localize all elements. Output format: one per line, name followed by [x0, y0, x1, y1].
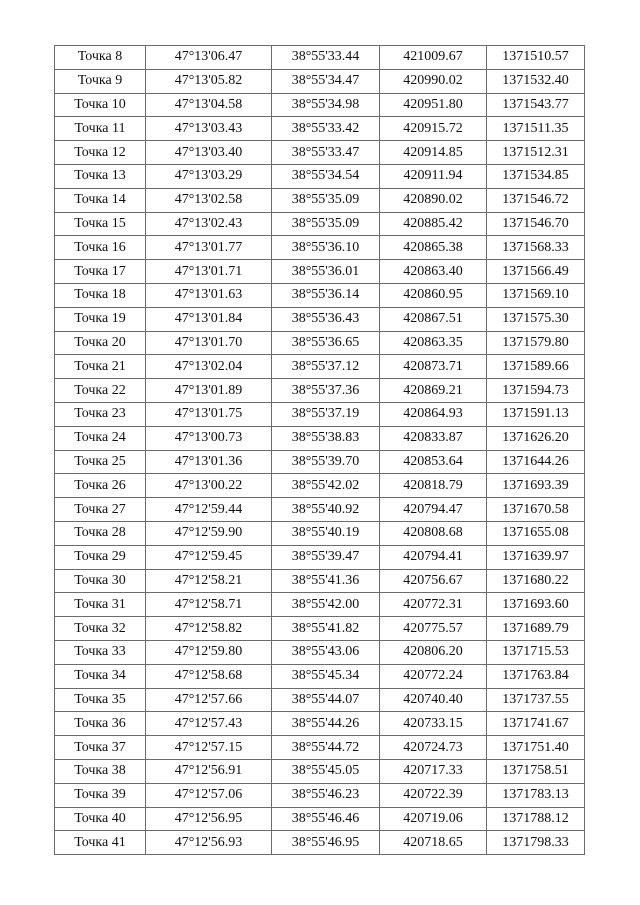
latitude-cell: 47°13'01.84: [146, 307, 272, 331]
point-name-cell: Точка 20: [55, 331, 146, 355]
latitude-cell: 47°13'01.70: [146, 331, 272, 355]
y-coordinate-cell: 1371751.40: [487, 736, 585, 760]
table-row: [55, 379, 585, 403]
x-coordinate-cell: 420794.47: [380, 498, 487, 522]
table-row: [55, 212, 585, 236]
longitude-cell: 38°55'44.26: [272, 712, 380, 736]
longitude-cell: 38°55'37.19: [272, 402, 380, 426]
y-coordinate-cell: 1371566.49: [487, 260, 585, 284]
table-row: [55, 664, 585, 688]
y-coordinate-cell: 1371763.84: [487, 664, 585, 688]
point-name-cell: Точка 11: [55, 117, 146, 141]
y-coordinate-cell: 1371579.80: [487, 331, 585, 355]
longitude-cell: 38°55'44.72: [272, 736, 380, 760]
point-name-cell: Точка 40: [55, 807, 146, 831]
longitude-cell: 38°55'40.19: [272, 521, 380, 545]
x-coordinate-cell: 420772.24: [380, 664, 487, 688]
y-coordinate-cell: 1371680.22: [487, 569, 585, 593]
point-name-cell: Точка 35: [55, 688, 146, 712]
longitude-cell: 38°55'33.44: [272, 46, 380, 70]
point-name-cell: Точка 15: [55, 212, 146, 236]
table-row: [55, 474, 585, 498]
x-coordinate-cell: 420717.33: [380, 759, 487, 783]
table-row: [55, 46, 585, 70]
point-name-cell: Точка 12: [55, 141, 146, 165]
table-row: [55, 688, 585, 712]
point-name-cell: Точка 14: [55, 188, 146, 212]
table-row: [55, 93, 585, 117]
y-coordinate-cell: 1371594.73: [487, 379, 585, 403]
point-name-cell: Точка 16: [55, 236, 146, 260]
longitude-cell: 38°55'39.47: [272, 545, 380, 569]
table-row: [55, 331, 585, 355]
point-name-cell: Точка 26: [55, 474, 146, 498]
latitude-cell: 47°12'58.68: [146, 664, 272, 688]
longitude-cell: 38°55'38.83: [272, 426, 380, 450]
table-row: [55, 545, 585, 569]
point-name-cell: Точка 9: [55, 69, 146, 93]
latitude-cell: 47°12'59.90: [146, 521, 272, 545]
latitude-cell: 47°12'56.95: [146, 807, 272, 831]
table-row: [55, 355, 585, 379]
point-name-cell: Точка 36: [55, 712, 146, 736]
longitude-cell: 38°55'35.09: [272, 212, 380, 236]
latitude-cell: 47°13'01.77: [146, 236, 272, 260]
x-coordinate-cell: 420818.79: [380, 474, 487, 498]
x-coordinate-cell: 420873.71: [380, 355, 487, 379]
y-coordinate-cell: 1371568.33: [487, 236, 585, 260]
longitude-cell: 38°55'34.47: [272, 69, 380, 93]
latitude-cell: 47°13'05.82: [146, 69, 272, 93]
x-coordinate-cell: 420990.02: [380, 69, 487, 93]
latitude-cell: 47°12'57.66: [146, 688, 272, 712]
point-name-cell: Точка 41: [55, 831, 146, 855]
longitude-cell: 38°55'45.34: [272, 664, 380, 688]
y-coordinate-cell: 1371575.30: [487, 307, 585, 331]
point-name-cell: Точка 28: [55, 521, 146, 545]
y-coordinate-cell: 1371626.20: [487, 426, 585, 450]
point-name-cell: Точка 19: [55, 307, 146, 331]
table-row: [55, 402, 585, 426]
point-name-cell: Точка 29: [55, 545, 146, 569]
x-coordinate-cell: 420864.93: [380, 402, 487, 426]
point-name-cell: Точка 30: [55, 569, 146, 593]
x-coordinate-cell: 420740.40: [380, 688, 487, 712]
table-row: [55, 69, 585, 93]
table-row: [55, 831, 585, 855]
longitude-cell: 38°55'46.46: [272, 807, 380, 831]
table-row: [55, 640, 585, 664]
latitude-cell: 47°13'01.71: [146, 260, 272, 284]
longitude-cell: 38°55'36.43: [272, 307, 380, 331]
longitude-cell: 38°55'36.65: [272, 331, 380, 355]
longitude-cell: 38°55'46.23: [272, 783, 380, 807]
y-coordinate-cell: 1371639.97: [487, 545, 585, 569]
x-coordinate-cell: 420794.41: [380, 545, 487, 569]
y-coordinate-cell: 1371589.66: [487, 355, 585, 379]
longitude-cell: 38°55'33.42: [272, 117, 380, 141]
latitude-cell: 47°12'56.91: [146, 759, 272, 783]
longitude-cell: 38°55'42.00: [272, 593, 380, 617]
latitude-cell: 47°12'58.82: [146, 617, 272, 641]
y-coordinate-cell: 1371737.55: [487, 688, 585, 712]
x-coordinate-cell: 420914.85: [380, 141, 487, 165]
longitude-cell: 38°55'35.09: [272, 188, 380, 212]
table-row: [55, 712, 585, 736]
point-name-cell: Точка 38: [55, 759, 146, 783]
y-coordinate-cell: 1371788.12: [487, 807, 585, 831]
latitude-cell: 47°13'01.36: [146, 450, 272, 474]
point-name-cell: Точка 18: [55, 283, 146, 307]
x-coordinate-cell: 420775.57: [380, 617, 487, 641]
point-name-cell: Точка 17: [55, 260, 146, 284]
latitude-cell: 47°12'59.80: [146, 640, 272, 664]
point-name-cell: Точка 39: [55, 783, 146, 807]
x-coordinate-cell: 420808.68: [380, 521, 487, 545]
table-row: [55, 141, 585, 165]
latitude-cell: 47°13'01.89: [146, 379, 272, 403]
latitude-cell: 47°12'59.44: [146, 498, 272, 522]
y-coordinate-cell: 1371511.35: [487, 117, 585, 141]
x-coordinate-cell: 420718.65: [380, 831, 487, 855]
latitude-cell: 47°13'03.29: [146, 164, 272, 188]
table-row: [55, 593, 585, 617]
y-coordinate-cell: 1371693.60: [487, 593, 585, 617]
coordinates-table: [54, 45, 585, 855]
x-coordinate-cell: 420867.51: [380, 307, 487, 331]
table-row: [55, 783, 585, 807]
latitude-cell: 47°13'03.43: [146, 117, 272, 141]
point-name-cell: Точка 32: [55, 617, 146, 641]
x-coordinate-cell: 420860.95: [380, 283, 487, 307]
point-name-cell: Точка 21: [55, 355, 146, 379]
y-coordinate-cell: 1371569.10: [487, 283, 585, 307]
latitude-cell: 47°13'00.73: [146, 426, 272, 450]
latitude-cell: 47°13'00.22: [146, 474, 272, 498]
y-coordinate-cell: 1371644.26: [487, 450, 585, 474]
point-name-cell: Точка 33: [55, 640, 146, 664]
point-name-cell: Точка 22: [55, 379, 146, 403]
latitude-cell: 47°13'03.40: [146, 141, 272, 165]
x-coordinate-cell: 420885.42: [380, 212, 487, 236]
point-name-cell: Точка 25: [55, 450, 146, 474]
x-coordinate-cell: 420833.87: [380, 426, 487, 450]
table-row: [55, 617, 585, 641]
y-coordinate-cell: 1371798.33: [487, 831, 585, 855]
latitude-cell: 47°12'59.45: [146, 545, 272, 569]
point-name-cell: Точка 24: [55, 426, 146, 450]
x-coordinate-cell: 420915.72: [380, 117, 487, 141]
point-name-cell: Точка 13: [55, 164, 146, 188]
point-name-cell: Точка 10: [55, 93, 146, 117]
y-coordinate-cell: 1371741.67: [487, 712, 585, 736]
longitude-cell: 38°55'36.10: [272, 236, 380, 260]
y-coordinate-cell: 1371543.77: [487, 93, 585, 117]
latitude-cell: 47°12'57.15: [146, 736, 272, 760]
latitude-cell: 47°13'01.75: [146, 402, 272, 426]
longitude-cell: 38°55'41.36: [272, 569, 380, 593]
table-row: [55, 307, 585, 331]
table-row: [55, 283, 585, 307]
x-coordinate-cell: 420951.80: [380, 93, 487, 117]
latitude-cell: 47°12'58.71: [146, 593, 272, 617]
table-row: [55, 736, 585, 760]
longitude-cell: 38°55'41.82: [272, 617, 380, 641]
longitude-cell: 38°55'45.05: [272, 759, 380, 783]
longitude-cell: 38°55'43.06: [272, 640, 380, 664]
y-coordinate-cell: 1371693.39: [487, 474, 585, 498]
longitude-cell: 38°55'36.14: [272, 283, 380, 307]
x-coordinate-cell: 420890.02: [380, 188, 487, 212]
point-name-cell: Точка 8: [55, 46, 146, 70]
point-name-cell: Точка 27: [55, 498, 146, 522]
x-coordinate-cell: 421009.67: [380, 46, 487, 70]
x-coordinate-cell: 420863.35: [380, 331, 487, 355]
table-row: [55, 521, 585, 545]
table-row: [55, 260, 585, 284]
x-coordinate-cell: 420733.15: [380, 712, 487, 736]
latitude-cell: 47°12'57.43: [146, 712, 272, 736]
point-name-cell: Точка 37: [55, 736, 146, 760]
latitude-cell: 47°12'57.06: [146, 783, 272, 807]
x-coordinate-cell: 420722.39: [380, 783, 487, 807]
latitude-cell: 47°12'56.93: [146, 831, 272, 855]
point-name-cell: Точка 34: [55, 664, 146, 688]
x-coordinate-cell: 420724.73: [380, 736, 487, 760]
x-coordinate-cell: 420756.67: [380, 569, 487, 593]
x-coordinate-cell: 420853.64: [380, 450, 487, 474]
x-coordinate-cell: 420806.20: [380, 640, 487, 664]
longitude-cell: 38°55'34.98: [272, 93, 380, 117]
latitude-cell: 47°13'01.63: [146, 283, 272, 307]
y-coordinate-cell: 1371655.08: [487, 521, 585, 545]
y-coordinate-cell: 1371512.31: [487, 141, 585, 165]
y-coordinate-cell: 1371783.13: [487, 783, 585, 807]
longitude-cell: 38°55'46.95: [272, 831, 380, 855]
longitude-cell: 38°55'44.07: [272, 688, 380, 712]
table-row: [55, 426, 585, 450]
longitude-cell: 38°55'34.54: [272, 164, 380, 188]
longitude-cell: 38°55'37.12: [272, 355, 380, 379]
table-row: [55, 498, 585, 522]
latitude-cell: 47°13'06.47: [146, 46, 272, 70]
x-coordinate-cell: 420911.94: [380, 164, 487, 188]
x-coordinate-cell: 420869.21: [380, 379, 487, 403]
longitude-cell: 38°55'42.02: [272, 474, 380, 498]
y-coordinate-cell: 1371758.51: [487, 759, 585, 783]
longitude-cell: 38°55'40.92: [272, 498, 380, 522]
table-row: [55, 759, 585, 783]
y-coordinate-cell: 1371510.57: [487, 46, 585, 70]
latitude-cell: 47°13'02.43: [146, 212, 272, 236]
latitude-cell: 47°12'58.21: [146, 569, 272, 593]
y-coordinate-cell: 1371715.53: [487, 640, 585, 664]
x-coordinate-cell: 420719.06: [380, 807, 487, 831]
table-row: [55, 236, 585, 260]
longitude-cell: 38°55'33.47: [272, 141, 380, 165]
longitude-cell: 38°55'37.36: [272, 379, 380, 403]
table-row: [55, 807, 585, 831]
y-coordinate-cell: 1371532.40: [487, 69, 585, 93]
table-row: [55, 569, 585, 593]
longitude-cell: 38°55'36.01: [272, 260, 380, 284]
latitude-cell: 47°13'02.04: [146, 355, 272, 379]
point-name-cell: Точка 23: [55, 402, 146, 426]
x-coordinate-cell: 420772.31: [380, 593, 487, 617]
y-coordinate-cell: 1371670.58: [487, 498, 585, 522]
latitude-cell: 47°13'02.58: [146, 188, 272, 212]
y-coordinate-cell: 1371689.79: [487, 617, 585, 641]
coordinates-table-body: [55, 46, 585, 855]
table-row: [55, 164, 585, 188]
table-row: [55, 188, 585, 212]
table-row: [55, 450, 585, 474]
y-coordinate-cell: 1371534.85: [487, 164, 585, 188]
x-coordinate-cell: 420863.40: [380, 260, 487, 284]
latitude-cell: 47°13'04.58: [146, 93, 272, 117]
point-name-cell: Точка 31: [55, 593, 146, 617]
y-coordinate-cell: 1371546.70: [487, 212, 585, 236]
x-coordinate-cell: 420865.38: [380, 236, 487, 260]
longitude-cell: 38°55'39.70: [272, 450, 380, 474]
y-coordinate-cell: 1371591.13: [487, 402, 585, 426]
table-row: [55, 117, 585, 141]
y-coordinate-cell: 1371546.72: [487, 188, 585, 212]
